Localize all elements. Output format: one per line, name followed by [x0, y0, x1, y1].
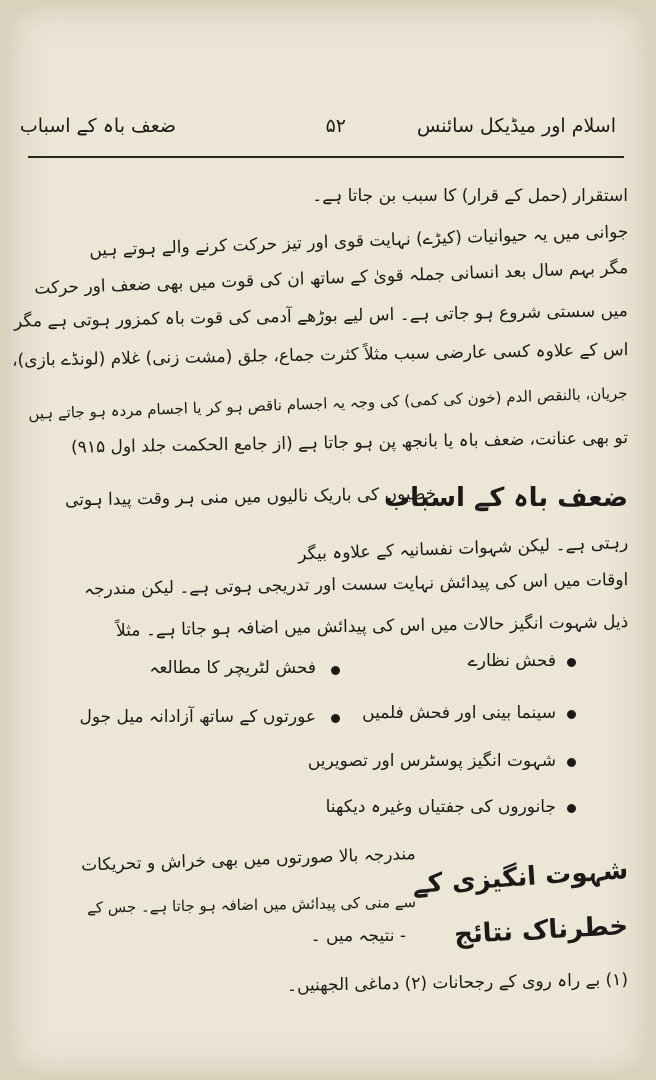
- body-line: اس کے علاوہ کسی عارضی سبب مثلاً کثرت جماع، جلق (مشت زنی) غلام (لونڈے بازی)،: [11, 340, 629, 371]
- side-text: سے منی کی پیدائش میں اضافہ ہو جاتا ہے۔ جس کے: [86, 893, 417, 917]
- section-line: خصیوں کی باریک نالیوں میں منی ہر وقت پیدا ہوتی: [64, 484, 437, 511]
- side-text: - نتیجہ میں ۔: [310, 926, 406, 946]
- body-line: جریان، بالنقص الدم (خون کی کمی) کی وجہ یہ اجسام ناقص ہو کر یا اجسام مردہ ہو جاتے ہیں: [28, 384, 629, 423]
- header-rule: [28, 156, 624, 158]
- side-heading: شہوت انگیزی کے: [411, 855, 630, 901]
- book-title: اسلام اور میڈیکل سائنس: [416, 115, 616, 137]
- bullet-dot: [331, 666, 340, 675]
- bullet-item: فحش لٹریچر کا مطالعہ: [149, 658, 316, 678]
- side-heading: خطرناک نتائج: [453, 911, 629, 951]
- bullet-dot: [567, 758, 576, 767]
- body-line: میں سستی شروع ہو جاتی ہے۔ اس لیے بوڑھے آدمی کی قوت باہ کمزور ہوتی ہے مگر: [14, 301, 629, 332]
- bullet-dot: [331, 714, 340, 723]
- body-line: مگر بہم سال بعد انسانی جملہ قویٰ کے ساتھ ان کی قوت میں بھی ضعف اور حرکت: [33, 258, 629, 299]
- bullet-dot: [567, 658, 576, 667]
- book-page: [10, 6, 646, 1074]
- chapter-title: ضعف باہ کے اسباب: [19, 115, 176, 137]
- body-line: تو بھی عنانت، ضعف باہ یا بانجھ پن ہو جاتا ہے (از جامع الحکمت جلد اول ۹۱۵): [70, 428, 629, 458]
- result-line: (۱) بے راہ روی کے رجحانات (۲) دماغی الجھنیں۔: [286, 970, 629, 996]
- bullet-item: عورتوں کے ساتھ آزادانہ میل جول: [79, 707, 316, 727]
- bullet-dot: [567, 804, 576, 813]
- bullet-item: جانوروں کی جفتیاں وغیرہ دیکھنا: [325, 797, 556, 817]
- bullet-item: شہوت انگیز پوسٹرس اور تصویریں: [307, 751, 556, 771]
- section-line: رہتی ہے۔ لیکن شہوات نفسانیہ کے علاوہ بیگر: [297, 533, 629, 565]
- body-line: استقرار (حمل کے قرار) کا سبب بن جاتا ہے۔: [312, 186, 628, 206]
- bullet-item: فحش نظارے: [467, 651, 556, 671]
- bullet-item: سینما بینی اور فحش فلمیں: [362, 703, 556, 723]
- body-line: جوانی میں یہ حیوانیات (کیڑے) نہایت قوی اور تیز حرکت کرنے والے ہوتے ہیں: [88, 222, 629, 261]
- page-number: ۵۲: [325, 115, 346, 137]
- side-text: مندرجہ بالا صورتوں میں بھی خراش و تحریکات: [81, 844, 417, 876]
- section-line: اوقات میں اس کی پیدائش نہایت سست اور تدریجی ہوتی ہے۔ لیکن مندرجہ: [83, 570, 629, 600]
- bullet-dot: [567, 710, 576, 719]
- section-heading: ضعف باہ کے اسباب: [383, 483, 628, 513]
- section-line: ذیل شہوت انگیز حالات میں اس کی پیدائش میں اضافہ ہو جاتا ہے۔ مثلاً: [115, 612, 629, 641]
